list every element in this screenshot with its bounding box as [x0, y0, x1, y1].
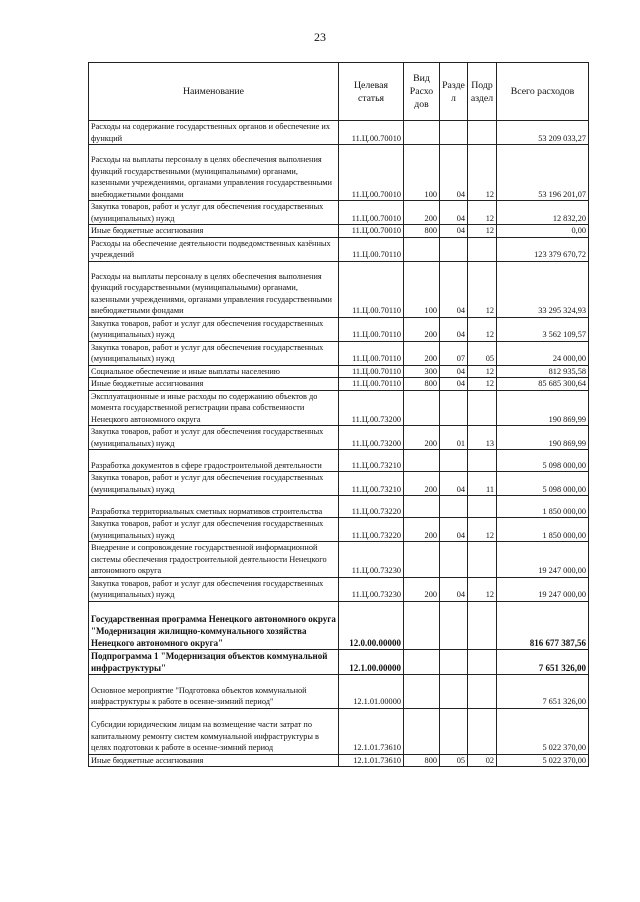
row-expense-type-cell: [404, 121, 440, 145]
row-total-cell: 19 247 000,00: [497, 577, 589, 601]
header-target-article: Целевая статья: [339, 63, 404, 121]
table-row: [89, 496, 589, 518]
row-name-cell: Расходы на выплаты персоналу в целях обеспечения выполнения функций государственными (муниципальными) органами, казенными учреждениями, органами управления государственными внебюджетными фондами: [89, 261, 339, 317]
row-total-cell: 33 295 324,93: [497, 261, 589, 317]
row-section-cell: [440, 390, 468, 426]
row-total-cell: 812 935,58: [497, 365, 589, 378]
table-row: [89, 674, 589, 708]
row-target-article-cell: 11.Ц.00.70010: [339, 201, 404, 225]
row-name-cell: Иные бюджетные ассигнования: [89, 225, 339, 238]
table-row: [89, 577, 589, 601]
row-expense-type-cell: 100: [404, 145, 440, 201]
row-section-cell: [440, 674, 468, 708]
header-total-expenses: Всего расходов: [497, 63, 589, 121]
table-row: [89, 708, 589, 754]
row-target-article-cell: 12.1.00.00000: [339, 649, 404, 674]
row-section-cell: [440, 708, 468, 754]
row-name-cell: Расходы на содержание государственных органов и обеспечение их функций: [89, 121, 339, 145]
row-name-cell: Закупка товаров, работ и услуг для обеспечения государственных (муниципальных) нужд: [89, 201, 339, 225]
row-target-article-cell: 11.Ц.00.70010: [339, 225, 404, 238]
row-total-cell: 5 022 370,00: [497, 708, 589, 754]
row-subsection-cell: 12: [468, 225, 497, 238]
row-expense-type-cell: [404, 390, 440, 426]
table-row: [89, 518, 589, 542]
table-header-row: [89, 63, 589, 121]
row-expense-type-cell: 300: [404, 365, 440, 378]
row-total-cell: 7 651 326,00: [497, 649, 589, 674]
row-target-article-cell: 11.Ц.00.73210: [339, 472, 404, 496]
row-name-cell: Эксплуатационные и иные расходы по содержанию объектов до момента государственной регистрации права собственности Ненецкого автономного округа: [89, 390, 339, 426]
row-total-cell: 85 685 300,64: [497, 378, 589, 391]
row-section-cell: 07: [440, 341, 468, 365]
row-target-article-cell: 11.Ц.00.70110: [339, 378, 404, 391]
row-subsection-cell: 12: [468, 317, 497, 341]
row-name-cell: Внедрение и сопровождение государственной информационной системы обеспечения градостроительной деятельности Ненецкого автономного округа: [89, 542, 339, 578]
row-section-cell: [440, 496, 468, 518]
row-name-cell: Основное мероприятие "Подготовка объектов коммунальной инфраструктуры к работе в осенне-зимний период": [89, 674, 339, 708]
row-name-cell: Разработка территориальных сметных нормативов строительства: [89, 496, 339, 518]
row-name-cell: Закупка товаров, работ и услуг для обеспечения государственных (муниципальных) нужд: [89, 518, 339, 542]
row-expense-type-cell: 200: [404, 472, 440, 496]
row-section-cell: 04: [440, 225, 468, 238]
header-name: Наименование: [89, 63, 339, 121]
row-subsection-cell: 02: [468, 754, 497, 767]
row-subsection-cell: 05: [468, 341, 497, 365]
table-row: [89, 365, 589, 378]
row-total-cell: 5 022 370,00: [497, 754, 589, 767]
row-name-cell: Расходы на обеспечение деятельности подведомственных казённых учреждений: [89, 237, 339, 261]
row-subsection-cell: [468, 496, 497, 518]
row-target-article-cell: 11.Ц.00.70110: [339, 261, 404, 317]
row-total-cell: 816 677 387,56: [497, 601, 589, 649]
table-row: [89, 542, 589, 578]
row-section-cell: 04: [440, 317, 468, 341]
row-total-cell: 12 832,20: [497, 201, 589, 225]
row-expense-type-cell: [404, 601, 440, 649]
row-subsection-cell: 12: [468, 378, 497, 391]
row-subsection-cell: [468, 390, 497, 426]
row-section-cell: 04: [440, 378, 468, 391]
row-target-article-cell: 12.1.01.73610: [339, 754, 404, 767]
row-section-cell: [440, 601, 468, 649]
row-expense-type-cell: 800: [404, 225, 440, 238]
row-section-cell: 05: [440, 754, 468, 767]
row-target-article-cell: 11.Ц.00.73220: [339, 496, 404, 518]
row-subsection-cell: 12: [468, 201, 497, 225]
table-row: [89, 649, 589, 674]
table-row: [89, 261, 589, 317]
table-row: [89, 472, 589, 496]
row-name-cell: Разработка документов в сфере градостроительной деятельности: [89, 450, 339, 472]
row-name-cell: Закупка товаров, работ и услуг для обеспечения государственных (муниципальных) нужд: [89, 577, 339, 601]
page-number: 23: [314, 30, 326, 44]
row-target-article-cell: 11.Ц.00.73200: [339, 426, 404, 450]
row-expense-type-cell: 200: [404, 577, 440, 601]
row-section-cell: 04: [440, 518, 468, 542]
row-section-cell: 04: [440, 577, 468, 601]
row-subsection-cell: [468, 674, 497, 708]
row-expense-type-cell: 200: [404, 426, 440, 450]
row-target-article-cell: 12.1.01.73610: [339, 708, 404, 754]
table-row: [89, 201, 589, 225]
row-section-cell: [440, 121, 468, 145]
row-total-cell: 0,00: [497, 225, 589, 238]
row-expense-type-cell: [404, 674, 440, 708]
row-total-cell: 53 209 033,27: [497, 121, 589, 145]
table-row: [89, 754, 589, 767]
row-subsection-cell: 12: [468, 145, 497, 201]
row-subsection-cell: [468, 542, 497, 578]
row-expense-type-cell: 800: [404, 754, 440, 767]
row-expense-type-cell: [404, 649, 440, 674]
row-section-cell: 04: [440, 201, 468, 225]
header-subsection: Подр аздел: [468, 63, 497, 121]
row-target-article-cell: 11.Ц.00.73230: [339, 542, 404, 578]
table-row: [89, 237, 589, 261]
row-expense-type-cell: [404, 450, 440, 472]
row-target-article-cell: 11.Ц.00.70010: [339, 121, 404, 145]
row-subsection-cell: [468, 450, 497, 472]
row-section-cell: [440, 649, 468, 674]
row-subsection-cell: [468, 237, 497, 261]
row-target-article-cell: 11.Ц.00.70110: [339, 365, 404, 378]
row-name-cell: Подпрограмма 1 "Модернизация объектов коммунальной инфраструктуры": [89, 649, 339, 674]
row-name-cell: Закупка товаров, работ и услуг для обеспечения государственных (муниципальных) нужд: [89, 317, 339, 341]
table-row: [89, 121, 589, 145]
row-target-article-cell: 12.0.00.00000: [339, 601, 404, 649]
row-section-cell: 04: [440, 472, 468, 496]
row-total-cell: 19 247 000,00: [497, 542, 589, 578]
budget-table: [88, 62, 589, 767]
header-expense-type: Вид Расхо дов: [404, 63, 440, 121]
row-total-cell: 123 379 670,72: [497, 237, 589, 261]
table-row: [89, 426, 589, 450]
row-subsection-cell: 12: [468, 518, 497, 542]
row-expense-type-cell: 100: [404, 261, 440, 317]
row-section-cell: [440, 542, 468, 578]
row-total-cell: 24 000,00: [497, 341, 589, 365]
row-section-cell: 04: [440, 145, 468, 201]
row-target-article-cell: 11.Ц.00.73230: [339, 577, 404, 601]
table-row: [89, 450, 589, 472]
row-subsection-cell: [468, 708, 497, 754]
row-target-article-cell: 11.Ц.00.70010: [339, 145, 404, 201]
row-section-cell: 01: [440, 426, 468, 450]
row-expense-type-cell: 200: [404, 518, 440, 542]
row-total-cell: 190 869,99: [497, 426, 589, 450]
row-target-article-cell: 11.Ц.00.73210: [339, 450, 404, 472]
row-section-cell: 04: [440, 261, 468, 317]
table-row: [89, 601, 589, 649]
row-subsection-cell: 13: [468, 426, 497, 450]
row-expense-type-cell: [404, 237, 440, 261]
table-row: [89, 378, 589, 391]
table-row: [89, 225, 589, 238]
row-subsection-cell: 12: [468, 261, 497, 317]
row-expense-type-cell: [404, 496, 440, 518]
table-row: [89, 341, 589, 365]
row-name-cell: Закупка товаров, работ и услуг для обеспечения государственных (муниципальных) нужд: [89, 341, 339, 365]
row-total-cell: 1 850 000,00: [497, 496, 589, 518]
row-subsection-cell: 12: [468, 365, 497, 378]
row-name-cell: Закупка товаров, работ и услуг для обеспечения государственных (муниципальных) нужд: [89, 472, 339, 496]
row-name-cell: Субсидии юридическим лицам на возмещение части затрат по капитальному ремонту систем коммунальной инфраструктуры в целях подготовки к работе в осенне-зимний период: [89, 708, 339, 754]
row-target-article-cell: 11.Ц.00.73200: [339, 390, 404, 426]
row-total-cell: 3 562 109,57: [497, 317, 589, 341]
row-total-cell: 5 098 000,00: [497, 472, 589, 496]
table-row: [89, 390, 589, 426]
row-expense-type-cell: 200: [404, 317, 440, 341]
row-target-article-cell: 11.Ц.00.70110: [339, 317, 404, 341]
row-expense-type-cell: 200: [404, 201, 440, 225]
header-section: Разде л: [440, 63, 468, 121]
row-total-cell: 7 651 326,00: [497, 674, 589, 708]
row-target-article-cell: 11.Ц.00.73220: [339, 518, 404, 542]
row-total-cell: 53 196 201,07: [497, 145, 589, 201]
row-target-article-cell: 11.Ц.00.70110: [339, 237, 404, 261]
row-subsection-cell: 11: [468, 472, 497, 496]
row-name-cell: Иные бюджетные ассигнования: [89, 754, 339, 767]
row-total-cell: 5 098 000,00: [497, 450, 589, 472]
row-total-cell: 1 850 000,00: [497, 518, 589, 542]
row-section-cell: [440, 450, 468, 472]
row-target-article-cell: 12.1.01.00000: [339, 674, 404, 708]
table-row: [89, 145, 589, 201]
row-subsection-cell: [468, 601, 497, 649]
row-target-article-cell: 11.Ц.00.70110: [339, 341, 404, 365]
row-subsection-cell: [468, 649, 497, 674]
row-expense-type-cell: [404, 708, 440, 754]
row-name-cell: Государственная программа Ненецкого автономного округа "Модернизация жилищно-коммунального хозяйства Ненецкого автономного округа": [89, 601, 339, 649]
row-name-cell: Социальное обеспечение и иные выплаты населению: [89, 365, 339, 378]
row-name-cell: Расходы на выплаты персоналу в целях обеспечения выполнения функций государственными (муниципальными) органами, казенными учреждениями, органами управления государственными внебюджетными фондами: [89, 145, 339, 201]
row-section-cell: [440, 237, 468, 261]
row-section-cell: 04: [440, 365, 468, 378]
row-subsection-cell: 12: [468, 577, 497, 601]
row-expense-type-cell: 800: [404, 378, 440, 391]
table-row: [89, 317, 589, 341]
row-subsection-cell: [468, 121, 497, 145]
row-expense-type-cell: 200: [404, 341, 440, 365]
row-name-cell: Закупка товаров, работ и услуг для обеспечения государственных (муниципальных) нужд: [89, 426, 339, 450]
row-expense-type-cell: [404, 542, 440, 578]
row-total-cell: 190 869,99: [497, 390, 589, 426]
row-name-cell: Иные бюджетные ассигнования: [89, 378, 339, 391]
